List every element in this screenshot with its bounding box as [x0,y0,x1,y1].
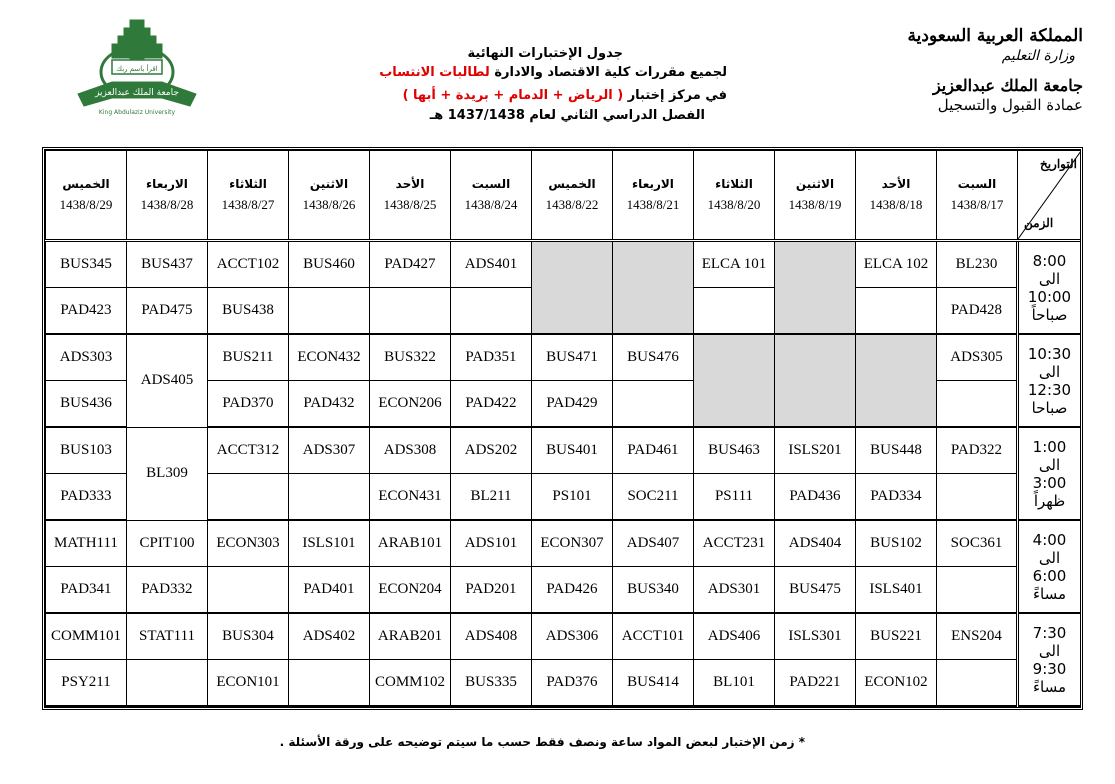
day-date: 1438/8/27 [221,197,275,212]
semester-line: الفصل الدراسي الثاني لعام 1437/1438 هـ [429,108,705,123]
course-cell: PAD427 [370,241,451,288]
course-cell: ACCT231 [694,520,775,566]
course-cell: ADS308 [370,427,451,473]
day-date: 1438/8/29 [59,197,113,212]
course-cell: BL309 [127,427,208,520]
course-cell: PSY211 [46,659,127,706]
time-end: 3:00 [1032,473,1067,492]
course-cell: BUS436 [46,381,127,427]
course-cell: BUS471 [532,334,613,380]
exam-schedule-table [42,147,1083,710]
schedule-row [46,659,1081,706]
title-line-3 [403,88,727,103]
title-line-3-text: في مركز إختبار [627,88,727,103]
time-to: الى [1038,641,1061,660]
title-line-2 [379,65,727,80]
time-start: 10:30 [1027,344,1072,363]
course-cell: BUS322 [370,334,451,380]
day-date: 1438/8/17 [950,197,1004,212]
course-cell: SOC211 [613,474,694,520]
schedule-row [46,288,1081,334]
course-cell [370,288,451,334]
course-cell: ADS307 [289,427,370,473]
day-header [289,151,370,241]
corner-dates-label: التواريخ [1039,157,1077,171]
day-name: الأحد [395,177,425,191]
day-date: 1438/8/22 [545,197,599,212]
course-cell: ADS404 [775,520,856,566]
day-date: 1438/8/21 [626,197,680,212]
time-start: 7:30 [1032,623,1067,642]
course-cell: COMM101 [46,613,127,659]
course-cell [856,288,937,334]
corner-time-label: الزمن [1024,216,1054,230]
day-name: الخميس [62,177,110,191]
time-slot [1018,613,1081,706]
course-cell: BUS401 [532,427,613,473]
time-slot [1018,334,1081,427]
time-slot [1018,241,1081,335]
course-cell: SOC361 [937,520,1018,566]
course-cell [775,334,856,380]
course-cell: ECON206 [370,381,451,427]
course-cell: BUS345 [46,241,127,288]
course-cell: PAD475 [127,288,208,334]
course-cell [937,659,1018,706]
course-cell: PS111 [694,474,775,520]
title-line-3-highlight: ( الرياض + الدمام + بريدة + أبها ) [402,88,624,103]
course-cell: ARAB201 [370,613,451,659]
course-cell: BUS211 [208,334,289,380]
kingdom-name: المملكة العربية السعودية [907,26,1083,46]
course-cell: BL211 [451,474,532,520]
course-cell: ARAB101 [370,520,451,566]
time-slot [1018,520,1081,613]
day-date: 1438/8/24 [464,197,518,212]
schedule-row [46,334,1081,380]
course-cell: BUS463 [694,427,775,473]
corner-header [1018,151,1081,241]
course-cell [694,334,775,380]
day-name: الاربعاء [146,177,188,191]
course-cell [937,567,1018,613]
course-cell: ADS406 [694,613,775,659]
day-header [532,151,613,241]
page-title: جدول الإختبارات النهائية [467,46,623,61]
course-cell: BUS304 [208,613,289,659]
course-cell: PAD432 [289,381,370,427]
course-cell [532,241,613,288]
day-header [451,151,532,241]
course-cell: PAD423 [46,288,127,334]
course-cell: PAD341 [46,567,127,613]
course-cell: ADS301 [694,567,775,613]
course-cell: BUS103 [46,427,127,473]
day-header [856,151,937,241]
course-cell: ACCT102 [208,241,289,288]
course-cell [289,288,370,334]
day-header [127,151,208,241]
footnote: * زمن الإختبار لبعض المواد ساعة ونصف فقط حسب ما سيتم توضيحه على ورقة الأسئلة . [279,735,805,749]
day-name: الأحد [881,177,911,191]
course-cell: ENS204 [937,613,1018,659]
course-cell: BUS438 [208,288,289,334]
course-cell: CPIT100 [127,520,208,566]
course-cell: COMM102 [370,659,451,706]
title-line-2-highlight: لطالبات الانتساب [379,65,490,80]
time-end: 10:00 [1027,287,1072,306]
course-cell: ADS306 [532,613,613,659]
course-cell [694,288,775,334]
time-period: ظهراً [1033,491,1066,510]
day-header [694,151,775,241]
day-date: 1438/8/26 [302,197,356,212]
course-cell: ECON431 [370,474,451,520]
schedule-row [46,520,1081,566]
day-date: 1438/8/18 [869,197,923,212]
course-cell: ECON307 [532,520,613,566]
day-header [46,151,127,241]
course-cell: ELCA 102 [856,241,937,288]
course-cell: PAD201 [451,567,532,613]
course-cell: ECON101 [208,659,289,706]
course-cell: STAT111 [127,613,208,659]
course-cell: PAD436 [775,474,856,520]
logo-motto: اقرأ باسم ربك [116,65,158,73]
course-cell [937,381,1018,427]
course-cell: BUS437 [127,241,208,288]
course-cell: PAD426 [532,567,613,613]
course-cell: PAD370 [208,381,289,427]
course-cell [775,381,856,427]
time-end: 9:30 [1032,659,1067,678]
time-start: 1:00 [1032,437,1067,456]
deanship-name: عمادة القبول والتسجيل [937,96,1083,114]
course-cell [856,334,937,380]
course-cell: BUS448 [856,427,937,473]
course-cell [613,381,694,427]
day-header [775,151,856,241]
course-cell: BUS475 [775,567,856,613]
schedule-row [46,427,1081,473]
course-cell: ISLS401 [856,567,937,613]
course-cell: PAD401 [289,567,370,613]
course-cell [613,288,694,334]
course-cell: ADS101 [451,520,532,566]
course-cell: PAD428 [937,288,1018,334]
course-cell: ACCT312 [208,427,289,473]
course-cell: BUS102 [856,520,937,566]
course-cell [937,474,1018,520]
course-cell: PAD334 [856,474,937,520]
day-name: الاثنين [309,177,349,191]
course-cell [289,659,370,706]
day-name: الثلاثاء [715,177,753,191]
header-row [46,151,1081,241]
course-cell: MATH111 [46,520,127,566]
course-cell: PAD332 [127,567,208,613]
course-cell [694,381,775,427]
course-cell: ADS303 [46,334,127,380]
course-cell [856,381,937,427]
course-cell: PAD429 [532,381,613,427]
course-cell: BUS335 [451,659,532,706]
course-cell: ECON432 [289,334,370,380]
day-header [370,151,451,241]
time-period: مساءً [1032,677,1067,696]
day-name: السبت [957,177,997,191]
course-cell [208,474,289,520]
schedule-row [46,241,1081,288]
time-period: مساءً [1032,584,1067,603]
time-start: 8:00 [1032,251,1067,270]
course-cell: PAD351 [451,334,532,380]
course-cell [775,288,856,334]
course-cell [208,567,289,613]
course-cell: PAD322 [937,427,1018,473]
course-cell: BUS476 [613,334,694,380]
course-cell: ADS405 [127,334,208,427]
course-cell: PAD221 [775,659,856,706]
day-name: السبت [471,177,511,191]
day-date: 1438/8/25 [383,197,437,212]
schedule-row [46,613,1081,659]
day-name: الاربعاء [632,177,674,191]
day-date: 1438/8/28 [140,197,194,212]
course-cell: BUS414 [613,659,694,706]
course-cell: BUS221 [856,613,937,659]
day-date: 1438/8/19 [788,197,842,212]
logo-subtitle: King Abdulaziz University [98,109,176,116]
course-cell: ADS401 [451,241,532,288]
course-cell: ADS402 [289,613,370,659]
course-cell: ADS305 [937,334,1018,380]
day-header [937,151,1018,241]
course-cell: ISLS301 [775,613,856,659]
university-name: جامعة الملك عبدالعزيز [932,76,1083,95]
course-cell: PAD422 [451,381,532,427]
course-cell: PAD376 [532,659,613,706]
day-name: الخميس [548,177,596,191]
ministry-name: وزارة التعليم [1001,48,1075,64]
course-cell: ISLS201 [775,427,856,473]
course-cell: ADS202 [451,427,532,473]
course-cell [613,241,694,288]
time-end: 12:30 [1027,380,1072,399]
day-date: 1438/8/20 [707,197,761,212]
course-cell: ISLS101 [289,520,370,566]
course-cell: ECON204 [370,567,451,613]
time-end: 6:00 [1032,566,1067,585]
time-to: الى [1038,455,1061,474]
title-line-2-text: لجميع مقررات كلية الاقتصاد والادارة [494,65,727,80]
schedule-row [46,567,1081,613]
time-period: صباحا [1031,398,1068,417]
day-header [208,151,289,241]
course-cell [775,241,856,288]
course-cell: ELCA 101 [694,241,775,288]
course-cell: ECON102 [856,659,937,706]
day-header [613,151,694,241]
course-cell: BL230 [937,241,1018,288]
course-cell: PS101 [532,474,613,520]
logo-label: جامعة الملك عبدالعزيز [95,88,179,98]
course-cell [289,474,370,520]
day-name: الاثنين [795,177,835,191]
university-logo [72,14,202,132]
course-cell: BUS460 [289,241,370,288]
time-slot [1018,427,1081,520]
day-name: الثلاثاء [229,177,267,191]
course-cell: ACCT101 [613,613,694,659]
course-cell [532,288,613,334]
course-cell: ECON303 [208,520,289,566]
course-cell: ADS407 [613,520,694,566]
course-cell: PAD333 [46,474,127,520]
course-cell: ADS408 [451,613,532,659]
course-cell: PAD461 [613,427,694,473]
time-to: الى [1038,269,1061,288]
time-to: الى [1038,548,1061,567]
time-start: 4:00 [1032,530,1067,549]
course-cell: BL101 [694,659,775,706]
time-period: صباحاً [1031,305,1068,324]
time-to: الى [1038,362,1061,381]
course-cell: BUS340 [613,567,694,613]
course-cell [127,659,208,706]
course-cell [451,288,532,334]
